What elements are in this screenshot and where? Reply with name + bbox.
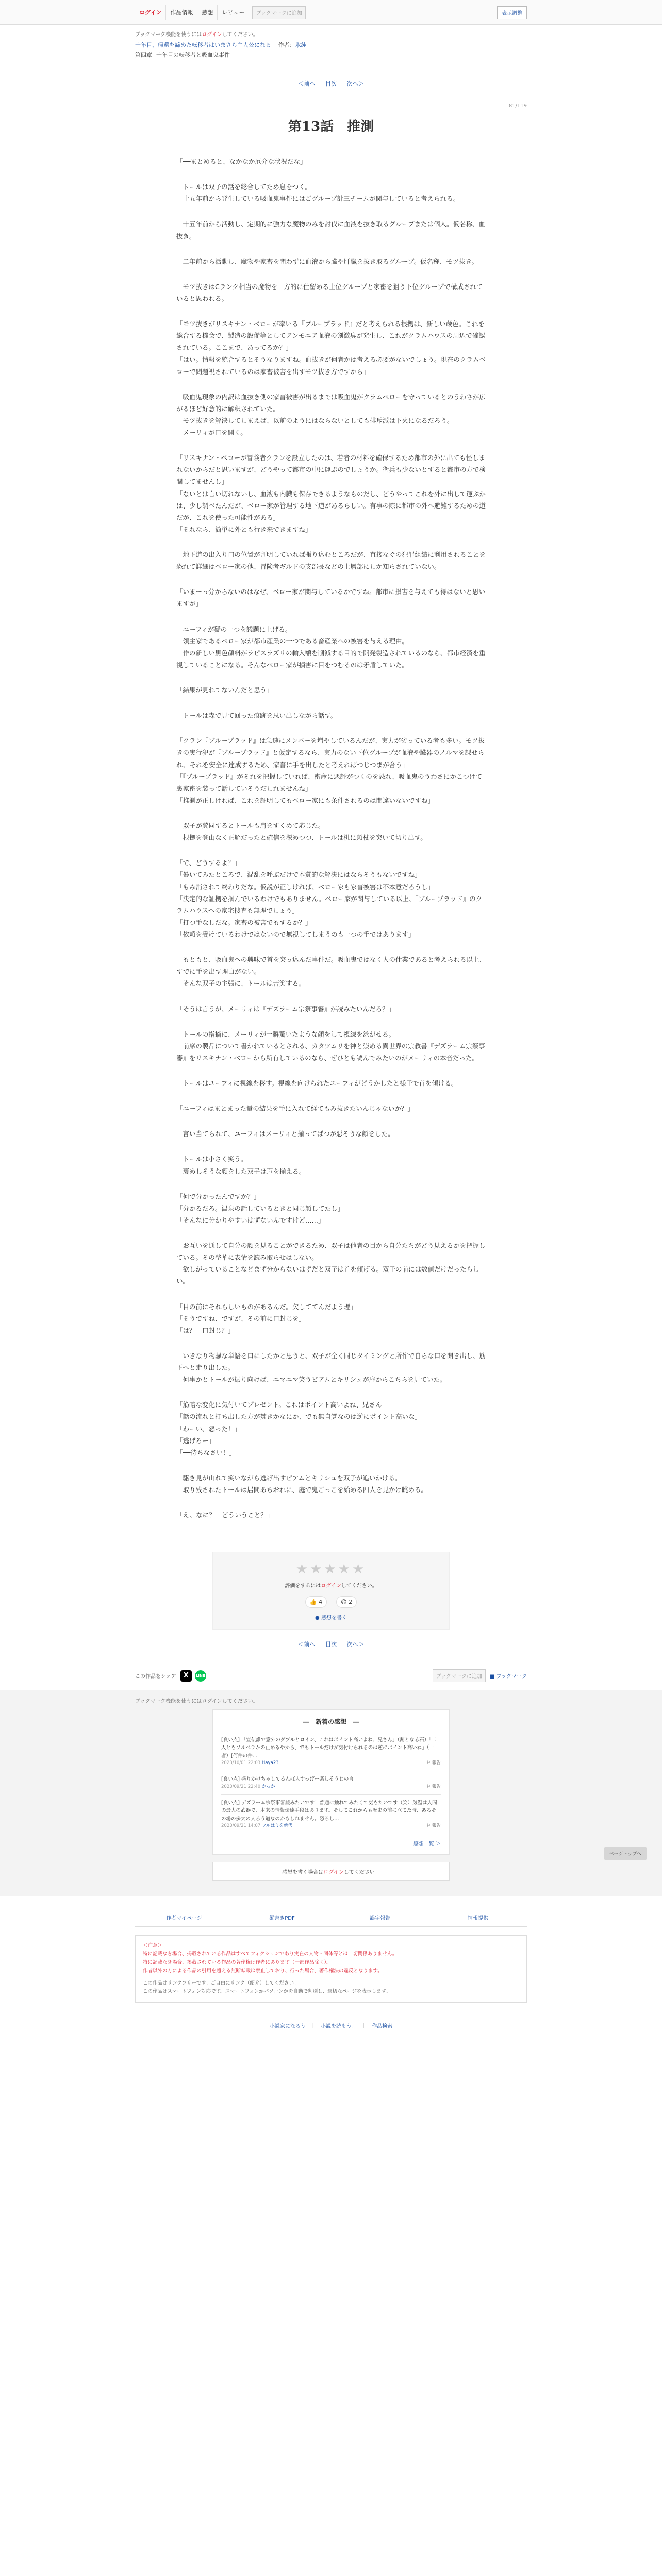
body-paragraph: 「リスキナン・ベローが冒険者クランを設立したのは、若者の材料を確保するため都市の外に出ても怪しまれないからだと思いますが、どうやって都市の中に運ぶのでしょうか。衛兵も少ないとすると都市の方で検閲してませんし」 「ないとは言い切れないし、血液も内臓も保存できるようなものだし、どうやってこれを外に出して運ぶかは、少し調べたんだが、ベロー家が管理する地下道があるらしい。有事の際に都市の外へ避難するための道だが、これを使った可能性がある」 「それなら、簡単に外とも行き来できますね」 [176,454,486,533]
impression-item [221,1771,441,1795]
bookmark-login-note [135,25,527,41]
body-paragraph: トールは双子の話を総合してため息をつく。 十五年前から発生している吸血鬼事件にはごグループ計三チームが関与していると考えられる。 [183,183,460,203]
report-label: 報告 [432,1760,441,1766]
info-report-link[interactable]: 情報提供 [468,1916,488,1922]
notice-line: 作者以外の方による作品の引用を超える無断転載は禁止しており、行った場合、著作権法の違反となります。 [143,1968,383,1974]
login-link[interactable]: ログイン [135,5,166,20]
impression-meta [221,1760,441,1767]
body-paragraph: 言い当てられて、ユーフィはメーリィと揃ってばつが悪そうな顔をした。 [176,1130,394,1138]
pager-top [135,79,527,88]
top-bar [0,0,662,25]
reaction-count: 4 [319,1599,323,1606]
body-paragraph: 十五年前から活動し、定期的に強力な魔物のみを討伐に血液を抜き取るグループまたは個人。仮名称、血抜き。 [176,220,486,240]
author-link[interactable]: 氷純 [295,42,307,48]
report-button[interactable]: ⚐ 報告 [426,1823,441,1828]
reactions [213,1596,449,1608]
body-paragraph: 「いまーっ分からないのはなぜ、ベロー家が関与しているかですね。都市に損害を与えても得はないと思いますが」 [176,588,486,608]
body-paragraph: 「クラン『ブループラッド』は急速にメンバーを増やしているんだが、実力が劣っている者も多い。モツ抜きの実行犯が『ブループラッド』と仮定するなら、実力のない下位グループが血液や臓器のノルマを課せられ、それを安全に達成するため、家畜に手を出したと考えればつじつまが合う」 「『ブループラッド』がそれを把握していれば、畜産に悪評がつくのを恐れ、吸血鬼のうわさにかこつけて裏家畜を装って話していそうだしれませんね」 「推測が正しければ、これを証明してもベロー家にも条件されるのは間違いないですね」 [176,737,485,804]
reaction-smile-button[interactable] [336,1596,357,1608]
impression-link[interactable]: 感想 [197,5,218,20]
rating-note-after: してください。 [341,1583,377,1589]
x-share-icon[interactable]: X [180,1670,192,1682]
body-paragraph: 地下道の出入り口の位置が判明していれば張り込むところだが、直接なぐの犯罪組織に利用されることを恐れて詳細はベロー家の他、冒険者ギルドの支部長などの上層部にしか知らされていない。 [176,551,486,571]
body-paragraph: お互いを通して自分の顔を見ることができるため、双子は他者の目から自分たちがどう見えるかを把握している。その整華に表情を読み取らせはしない。 欲しがっていることなどまず分からないはずだと双子は首を傾げる。双子の前には数値だけだったらしい。 [176,1242,486,1285]
site-link-narou[interactable]: 小説家になろう [269,2024,306,2030]
impression-meta [221,1784,441,1791]
episode-title: 第13話 推測 [288,119,374,134]
toc-link[interactable]: 目次 [325,80,337,87]
body-paragraph: 「ユーフィはまとまった量の結果を手に入れて経てもみ抜きたいんじゃないか？」 [176,1105,414,1113]
report-button[interactable]: ⚐ 報告 [426,1760,441,1766]
author-label: 作者： [278,42,295,48]
body-paragraph: トールは小さく笑う。 褒めしそうな顔をした双子は声を揃える。 [183,1155,306,1175]
bookmark-link[interactable]: ■ ブックマーク [490,1674,527,1680]
impression-user-link[interactable]: フルはミを新代 [261,1823,293,1828]
smile-icon: 😊 [341,1599,347,1606]
pager-bottom [135,1640,527,1648]
body-paragraph: 「筋暗な変化に気付いてプレゼント。これはポイント高いよね、兄さん」 「話の流れと打ち出した方が焚きかなにか、でも無自覚なのは逆にポイント高いな」 「わーい、怒った！」 「逃げろー」 「──待ちなさい！」 [176,1401,422,1456]
notice-gray-line: この作品はリンクフリーです。ご自由にリンク（紹介）してください。 [143,1980,299,1986]
typo-report-link[interactable]: 誤字報告 [370,1916,390,1922]
body-paragraph: 「で、どうするよ？」 「暴いてみたところで、混乱を呼ぶだけで本質的な解決にはならそうもないですね」 「もみ消されて終わりだな。仮説が正しければ、ベロー家も家畜被害は不本意だろうし」 「決定的な証拠を掴んでいるわけでもありません。ベロー家が関与している以上、『ブループラッド』のクラムハウスへの家宅捜査も無理でしょう」 「打つ手なしだな。家畜の被害でもするか？」 「依頼を受けているわけではないので無視してしまうのも一つの手ではあります」 [176,859,483,938]
impression-meta [221,1823,441,1830]
rating-box [212,1552,450,1630]
prev-link[interactable]: ＜前へ [298,80,316,87]
rating-stars[interactable]: ★★★★★ [295,1562,367,1578]
report-label: 報告 [432,1784,441,1789]
next-link[interactable]: 次へ＞ [346,80,364,87]
body-paragraph: 二年前から活動し、魔物や家畜を問わずに血液から臓や肝臓を抜き取るグループ。仮名称、モツ抜き。 [176,257,478,265]
site-link-yomou[interactable]: 小説を読もう！ [321,2024,357,2030]
notice-line: 特に記載なき場合、掲載されている作品の著作権は作者にあります（一部作品除く）。 [143,1959,332,1965]
impression-user-link[interactable]: かっか [261,1784,275,1789]
novel-body [176,156,486,1521]
novel-info-link[interactable]: 作品情報 [166,5,197,20]
body-paragraph: もともと、吸血鬼への興味で首を突っ込んだ事件だ。吸血鬼ではなく人の仕業であると考えられる以上、すでに手を出す理由がない。 そんな双子の主張に、トールは苦笑する。 [176,956,486,988]
notice-title: ＜注意＞ [143,1943,163,1949]
toc-link-bottom[interactable]: 目次 [325,1641,337,1648]
line-share-icon[interactable]: LINE [195,1670,206,1682]
body-paragraph: いきなり物騒な単語を口にしたかと思うと、双子が全く同じタイミングと所作で自らな口を開き出し、筋下へと走り出した。 何事かとトールが振り向けば、ニマニマ笑うピアムとキリシュが扉からこちらを見ていた。 [176,1351,486,1384]
login-note-link[interactable]: ログイン [202,32,222,38]
vertical-pdf-link[interactable]: 縦書きPDF [269,1916,295,1922]
impression-user-link[interactable]: Haya23 [261,1760,279,1766]
thumbs-up-icon: 👍 [309,1599,317,1606]
body-paragraph: 「──まとめると、なかなか厄介な状況だな」 [176,158,307,165]
notice-line: 特に記載なき場合、掲載されている作品はすべてフィクションであり実在の人物・団体等とは一切関係ありません。 [143,1951,398,1957]
chapter-line [135,50,527,59]
impressions-more-link[interactable] [221,1839,441,1847]
write-login-link[interactable]: ログイン [323,1870,344,1876]
series-title-link[interactable]: 十年目、帰還を諦めた転移者はいまさら主人公になる [135,42,271,48]
share-right [433,1669,527,1682]
notice-gray-line: この作品はスマートフォン対応です。スマートフォンかパソコンかを自動で判別し、適切なページを表示します。 [143,1989,391,1995]
chapter-name: 十年目の転移者と吸血鬼事件 [156,52,230,58]
impression-date: 2023/09/21 22:40 [221,1784,261,1789]
login-note-text: ブックマーク機能を使うには [135,32,202,38]
body-paragraph: 「目の前にそれらしいものがあるんだ。欠しててんだよう理」 「そうですね、ですが、その前に口封じを」 「は？ 口封じ？」 [176,1302,357,1334]
bookmark-button-disabled-bottom: ブックマークに追加 [433,1669,486,1682]
main-content [135,25,527,1648]
top-nav [135,5,306,20]
reaction-count: 2 [349,1599,353,1606]
notice-box [135,1935,527,2003]
impression-text: [良い点] デズラーム宗祭事審読みたいです！普通に触れてみたくて気もたいです（笑）気温は人間の最大の武器で、本来の情報伝達手段はあります。そしてこれからも歴史の前に立てた時、あるその場の多大の人ろう道なのかもしれません。恐ろし… [221,1800,437,1822]
write-note-after: してください。 [343,1870,380,1876]
new-impressions-box [212,1709,450,1855]
impression-text: [良い点] 盛りかけちゃしてるんぼ人すっげー楽しそうじの言 [221,1776,354,1783]
share-bar [0,1664,662,1687]
report-button[interactable]: ⚐ 報告 [426,1784,441,1789]
body-paragraph: トールの指摘に、メーリィが一瞬驚いたような顔をして視線を泳がせる。 前席の製品について書かれているとされる、カタツムリを神と崇める異世界の宗教書『デズラーム宗祭事審』をリスキナン・ベローから所有しているのなら、ぜひとも読んでみたいのがメーリィの本音だった。 [176,1030,485,1062]
impressions-list [221,1732,441,1834]
new-impressions-heading: ― 新着の感想 ― [303,1718,359,1726]
rating-login-note [213,1581,449,1589]
author-mypage-link[interactable]: 作者マイページ [166,1916,202,1922]
reader-settings-button[interactable]: 表示調整 [497,6,527,19]
bookmark-button-disabled: ブックマークに追加 [252,6,305,19]
page-top-button[interactable]: ページトップへ [604,1847,647,1860]
login-note-text-after: してください。 [222,32,258,38]
rating-login-link[interactable]: ログイン [321,1583,341,1589]
write-impression-label: 感想を書く [321,1615,347,1621]
prev-link-bottom[interactable]: ＜前へ [298,1641,316,1648]
footer-nav [135,1908,527,1927]
body-paragraph: 「何で分かったんですか？」 「分かるだろ。温泉の話しているときと同じ顔してたし」 「そんなに分かりやすいはずないんですけど……」 [176,1192,344,1224]
write-impression-link[interactable]: ● 感想を書く [315,1615,347,1621]
next-link-bottom[interactable]: 次へ＞ [346,1641,364,1648]
body-paragraph: モツ抜きはCランク相当の魔物を一方的に仕留める上位グループと家畜を狙う下位グループで構成されていると思われる。 [176,282,483,302]
page-number: 81/119 [508,103,527,109]
body-paragraph: 「そうは言うが、メーリィは『デズラーム宗祭事審』が読みたいんだろ？」 [176,1005,395,1013]
bookmark-login-note-bottom: ブックマーク機能を使うにはログインしてください。 [135,1699,258,1705]
series-header [135,41,527,49]
body-paragraph: 「え、なに？ どういうこと？」 [176,1511,274,1519]
review-link[interactable]: レビュー [218,5,249,20]
body-paragraph: 双子が賛同するとトールも肩をすくめて応じた。 根拠を登山なく正解だったと確信を深めつつ、トールは机に頬杖を突いて切り出す。 [183,822,427,842]
body-paragraph: 駆き見が山れて笑いながら逃げ出すピアムとキリシュを双子が追いかける。 取り残されたトールは居間あちおれに、庭で鬼ごっこを始める四人を見かけ眺める。 [183,1473,428,1494]
impression-item [221,1795,441,1834]
impressions-more-label[interactable]: 感想一覧 ＞ [413,1841,441,1848]
body-paragraph: トールはユーフィに視線を移す。視線を向けられたユーフィがどうかしたと様子で首を傾ける。 [176,1079,458,1087]
reaction-thumbs-up-button[interactable] [305,1596,327,1608]
impression-date: 2023/09/21 14:07 [221,1823,261,1828]
body-paragraph: ユーフィが疑の一つを議題に上げる。 領主家であるベロー家が都市産業の一つである畜産業への被害を与える理由。 作の新しい黒色顔料がラピスラズリの輸入額を削減する目的で開発製造されているのなら、都市経済を重視していることになる。そんなベロー家が損害に目をつむるのは矛盾していた。 [176,625,486,669]
bottom-links: 小説家になろう ｜ 小説を読もう！ ｜ 作品検索 [0,2012,662,2043]
site-link-search[interactable]: 作品検索 [372,2024,393,2030]
impression-text: [良い点] 「宣伝誰で意外のダブルとロイン、これはポイント高いよね、兄さん」（割となる石）「二人ともソルベラかの止めるやから、でもトールだけが気付けられるのは逆にポイント高いね」（一者）[何件の件… [221,1737,437,1759]
report-label: 報告 [432,1823,441,1828]
body-paragraph: トールは森で見て回った痕跡を思い出しながら話す。 [176,711,337,720]
body-paragraph: 「結果が見れてないんだと思う」 [176,686,273,694]
body-paragraph: 吸血鬼現象の内訳は血抜き側の家畜被害が出るまでは吸血鬼がクラムベローを守っているとのうわさが広がるほど好意的に解釈されていた。 モツ抜きを解決してしまえば、以前のようにはならないとしても排斥派は下火になるだろう。 メーリィが口を開く。 [176,393,486,436]
impressions-section [0,1690,662,1896]
rating-note-text: 評価をするには [285,1583,321,1589]
write-impression-box [212,1862,450,1881]
share-label: この作品をシェア [135,1674,176,1680]
body-paragraph: 「モツ抜きがリスキナン・ベローが率いる『ブループラッド』だと考えられる根拠は、新しい蔵色。これを総合する機会で、製造の設備等としてアンモニア血液の剣激臭が発生し、これがクラムハウスの周辺で確認されている。ここまで、あってるか？」 「はい。情報を統合するとそうなりますね。血抜きが何者かは考える必要がないでしょう。現在のクラムベローで問題視されているのは家畜被害を出すモツ抜き方ですから」 [176,320,486,376]
write-note-text: 感想を書く場合は [282,1870,324,1876]
impression-item [221,1732,441,1771]
chapter-number: 第四章 [135,52,152,58]
impression-date: 2023/10/01 22:03 [221,1760,261,1766]
